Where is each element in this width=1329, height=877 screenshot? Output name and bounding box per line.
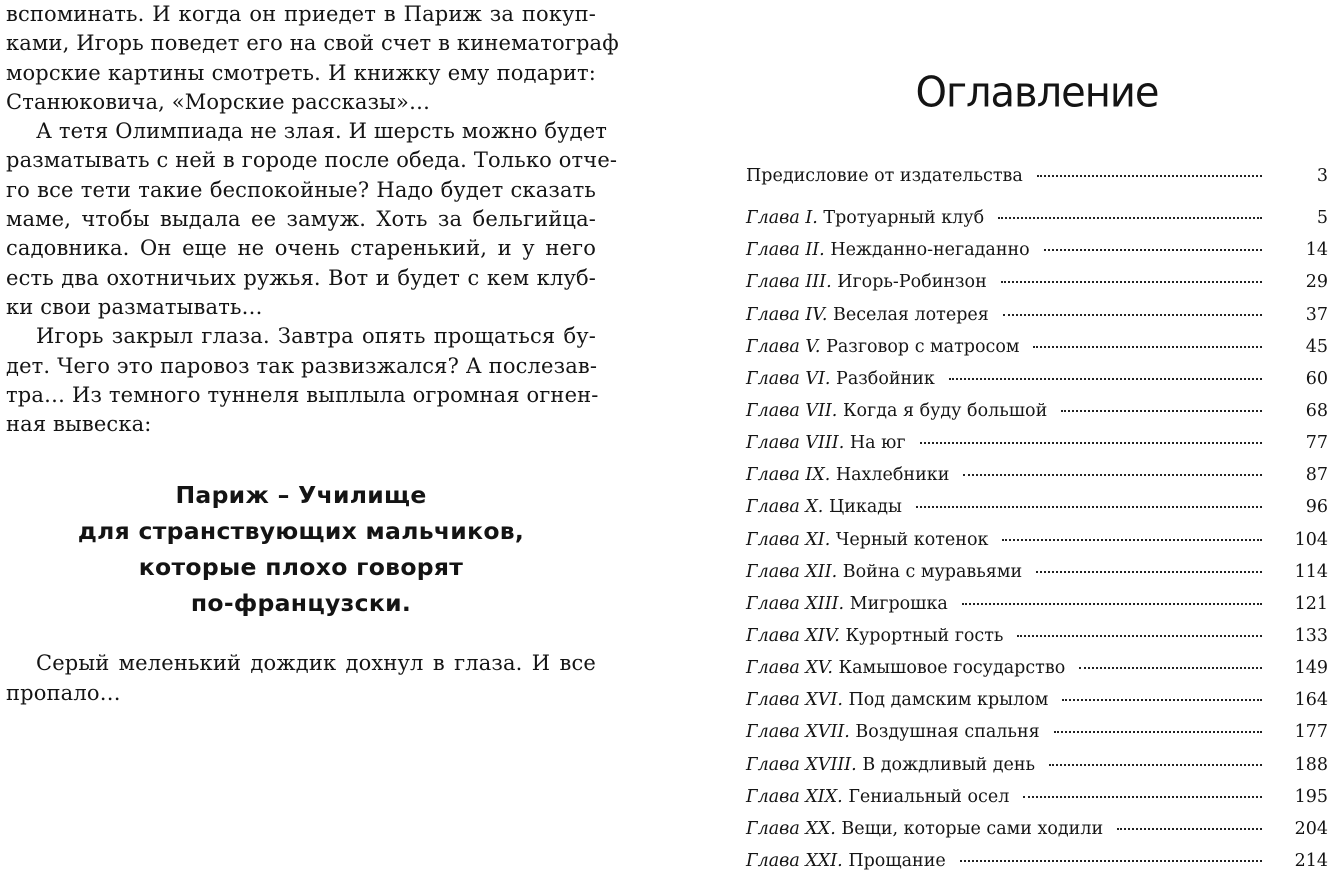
toc-chapter-label: Глава XIV.	[746, 625, 840, 646]
toc-entry	[746, 395, 1328, 427]
text-line: ки свои разматывать…	[6, 294, 263, 319]
toc-page-number: 14	[1305, 240, 1328, 261]
toc-chapter-title: Нежданно-негаданно	[830, 240, 1030, 261]
toc-leader-dots	[1054, 731, 1262, 733]
toc-entry	[746, 684, 1328, 716]
toc-chapter-title: Вещи, которые сами ходили	[841, 818, 1104, 839]
toc-chapter-label: Глава I.	[746, 208, 818, 229]
paragraph-3	[6, 322, 599, 439]
toc-list	[746, 160, 1328, 877]
toc-chapter-label: Глава XI.	[746, 529, 831, 550]
toc-chapter-label: Глава VI.	[746, 368, 831, 389]
toc-leader-dots	[1062, 699, 1262, 701]
toc-chapter-title: На юг	[849, 433, 906, 454]
toc-entry	[746, 716, 1328, 748]
toc-page-number: 214	[1294, 850, 1328, 871]
toc-page-number: 87	[1305, 465, 1328, 486]
toc-page-number: 149	[1294, 658, 1328, 679]
toc-page-number: 177	[1294, 722, 1328, 743]
toc-leader-dots	[1003, 314, 1262, 316]
text-line: Серый меленький дождик дохнул в глаза. И все	[36, 651, 596, 676]
toc-chapter-title: Прощание	[848, 850, 946, 871]
toc-leader-dots	[1033, 346, 1262, 348]
toc-leader-dots	[1002, 539, 1262, 541]
toc-entry	[746, 202, 1328, 234]
toc-page-number: 96	[1305, 497, 1328, 518]
toc-chapter-label: Глава XII.	[746, 561, 838, 582]
toc-entry	[746, 588, 1328, 620]
toc-chapter-title: Воздушная спальня	[855, 722, 1040, 743]
toc-entry	[746, 749, 1328, 781]
toc-chapter-label: Глава III.	[746, 272, 832, 293]
sign-line: Париж – Училище	[175, 481, 427, 510]
toc-chapter-title: Тротуарный клуб	[823, 208, 985, 229]
toc-chapter-title: Игорь-Робинзон	[837, 272, 987, 293]
toc-page-number: 3	[1316, 166, 1328, 186]
sign-line: по-французски.	[190, 589, 412, 618]
text-line: А тетя Олимпиада не злая. И шерсть можно будет	[36, 119, 608, 144]
toc-page-number: 60	[1305, 368, 1328, 389]
toc-chapter-label: Глава XIII.	[746, 593, 845, 614]
toc-page-number: 121	[1294, 593, 1328, 614]
toc-chapter-title: Разговор с матросом	[826, 336, 1020, 357]
toc-leader-dots	[1023, 796, 1262, 798]
toc-chapter-label: Глава X.	[746, 497, 824, 518]
toc-leader-dots	[920, 442, 1262, 444]
toc-page-number: 104	[1294, 529, 1328, 550]
sign-text	[6, 477, 596, 621]
toc-chapter-title: Война с муравьями	[842, 561, 1023, 582]
toc-chapter-label: Глава XVII.	[746, 722, 850, 743]
toc-entry	[746, 652, 1328, 684]
text-line: ная вывеска:	[6, 412, 152, 437]
toc-entry	[746, 556, 1328, 588]
toc-chapter-label: Глава IV.	[746, 304, 828, 325]
toc-leader-dots	[1061, 410, 1262, 412]
toc-chapter-label: Глава XIX.	[746, 786, 843, 807]
toc-leader-dots	[949, 378, 1262, 380]
sign-line: которые плохо говорят	[138, 553, 464, 582]
toc-page-number: 5	[1316, 208, 1328, 229]
toc-entry	[746, 331, 1328, 363]
toc-chapter-label: Глава XX.	[746, 818, 836, 839]
toc-chapter-title: Веселая лотерея	[832, 304, 989, 325]
paragraph-1	[6, 0, 619, 117]
text-line: маме, чтобы выдала ее замуж. Хоть за бельгийца-	[6, 207, 596, 232]
toc-page-number: 195	[1294, 786, 1328, 807]
toc-chapter-title: Предисловие от издательства	[746, 166, 1023, 186]
toc-entry	[746, 781, 1328, 813]
toc-entry	[746, 491, 1328, 523]
toc-page-number: 188	[1294, 754, 1328, 775]
toc-leader-dots	[963, 474, 1262, 476]
toc-leader-dots	[1037, 175, 1262, 177]
text-line: дет. Чего это паровоз так развизжался? А послезав-	[6, 353, 598, 378]
toc-chapter-label: Глава XXI.	[746, 850, 843, 871]
toc-chapter-title: Черный котенок	[835, 529, 989, 550]
toc-page-number: 114	[1294, 561, 1328, 582]
toc-chapter-title: Мигрошка	[849, 593, 948, 614]
text-line: тра… Из темного туннеля выплыла огромная огнен-	[6, 382, 599, 407]
toc-leader-dots	[960, 860, 1262, 862]
toc-entry	[746, 363, 1328, 395]
paragraph-2	[6, 117, 618, 322]
toc-chapter-label: Глава V.	[746, 336, 821, 357]
toc-leader-dots	[1079, 667, 1262, 669]
toc-chapter-label: Глава XV.	[746, 658, 833, 679]
sign-line: для странствующих мальчиков,	[77, 517, 525, 546]
toc-leader-dots	[998, 217, 1262, 219]
toc-page-number: 204	[1294, 818, 1328, 839]
toc-chapter-label: Глава II.	[746, 240, 825, 261]
toc-leader-dots	[1044, 249, 1262, 251]
toc-chapter-title: В дождливый день	[862, 754, 1036, 775]
text-line: садовника. Он еще не очень старенький, и у него	[6, 236, 596, 261]
toc-chapter-title: Камышовое государство	[838, 658, 1066, 679]
text-line: Станюковича, «Морские рассказы»…	[6, 89, 431, 114]
toc-page-number: 133	[1294, 625, 1328, 646]
toc-chapter-title: Цикады	[828, 497, 902, 518]
text-line: разматывать с ней в городе после обеда. Только отче-	[6, 148, 618, 173]
toc-chapter-label: Глава XVIII.	[746, 754, 857, 775]
toc-chapter-label: Глава VII.	[746, 400, 838, 421]
toc-page-number: 164	[1294, 690, 1328, 711]
toc-chapter-label: Глава VIII.	[746, 433, 845, 454]
toc-entry	[746, 427, 1328, 459]
toc-entry	[746, 299, 1328, 331]
toc-entry	[746, 813, 1328, 845]
toc-entry	[746, 459, 1328, 491]
text-line: есть два охотничьих ружья. Вот и будет с кем клуб-	[6, 265, 596, 290]
toc-chapter-title: Нахлебники	[835, 465, 950, 486]
toc-chapter-title: Когда я буду большой	[842, 400, 1048, 421]
text-line: го все тети такие беспокойные? Надо будет сказать	[6, 177, 596, 202]
text-line: морские картины смотреть. И книжку ему подарит:	[6, 60, 596, 85]
toc-entry	[746, 620, 1328, 652]
toc-page-number: 37	[1305, 304, 1328, 325]
final-paragraph	[6, 649, 596, 708]
toc-entry	[746, 234, 1328, 266]
toc-leader-dots	[1001, 281, 1262, 283]
left-page	[6, 0, 619, 708]
toc-title: Оглавление	[915, 68, 1159, 118]
toc-page-number: 45	[1305, 336, 1328, 357]
toc-page-number: 68	[1305, 400, 1328, 421]
toc-entry	[746, 266, 1328, 298]
text-line: вспоминать. И когда он приедет в Париж за покуп-	[6, 2, 596, 26]
toc-leader-dots	[1017, 635, 1262, 637]
toc-entry	[746, 845, 1328, 877]
toc-chapter-label: Глава XVI.	[746, 690, 843, 711]
text-line: пропало…	[6, 680, 121, 705]
toc-chapter-label: Глава IX.	[746, 465, 831, 486]
toc-page-number: 29	[1305, 272, 1328, 293]
toc-leader-dots	[916, 506, 1262, 508]
toc-leader-dots	[1036, 571, 1262, 573]
toc-entry	[746, 160, 1328, 192]
toc-chapter-title: Курортный гость	[845, 625, 1004, 646]
toc-chapter-title: Под дамским крылом	[848, 690, 1049, 711]
toc-chapter-title: Разбойник	[836, 368, 935, 389]
toc-leader-dots	[962, 603, 1262, 605]
toc-chapter-title: Гениальный осел	[848, 786, 1010, 807]
toc-page-number: 77	[1305, 433, 1328, 454]
toc-leader-dots	[1117, 828, 1262, 830]
toc-entry	[746, 524, 1328, 556]
text-line: Игорь закрыл глаза. Завтра опять прощаться бу-	[36, 324, 596, 349]
toc-leader-dots	[1049, 764, 1262, 766]
text-line: ками, Игорь поведет его на свой счет в кинематограф	[6, 31, 619, 56]
